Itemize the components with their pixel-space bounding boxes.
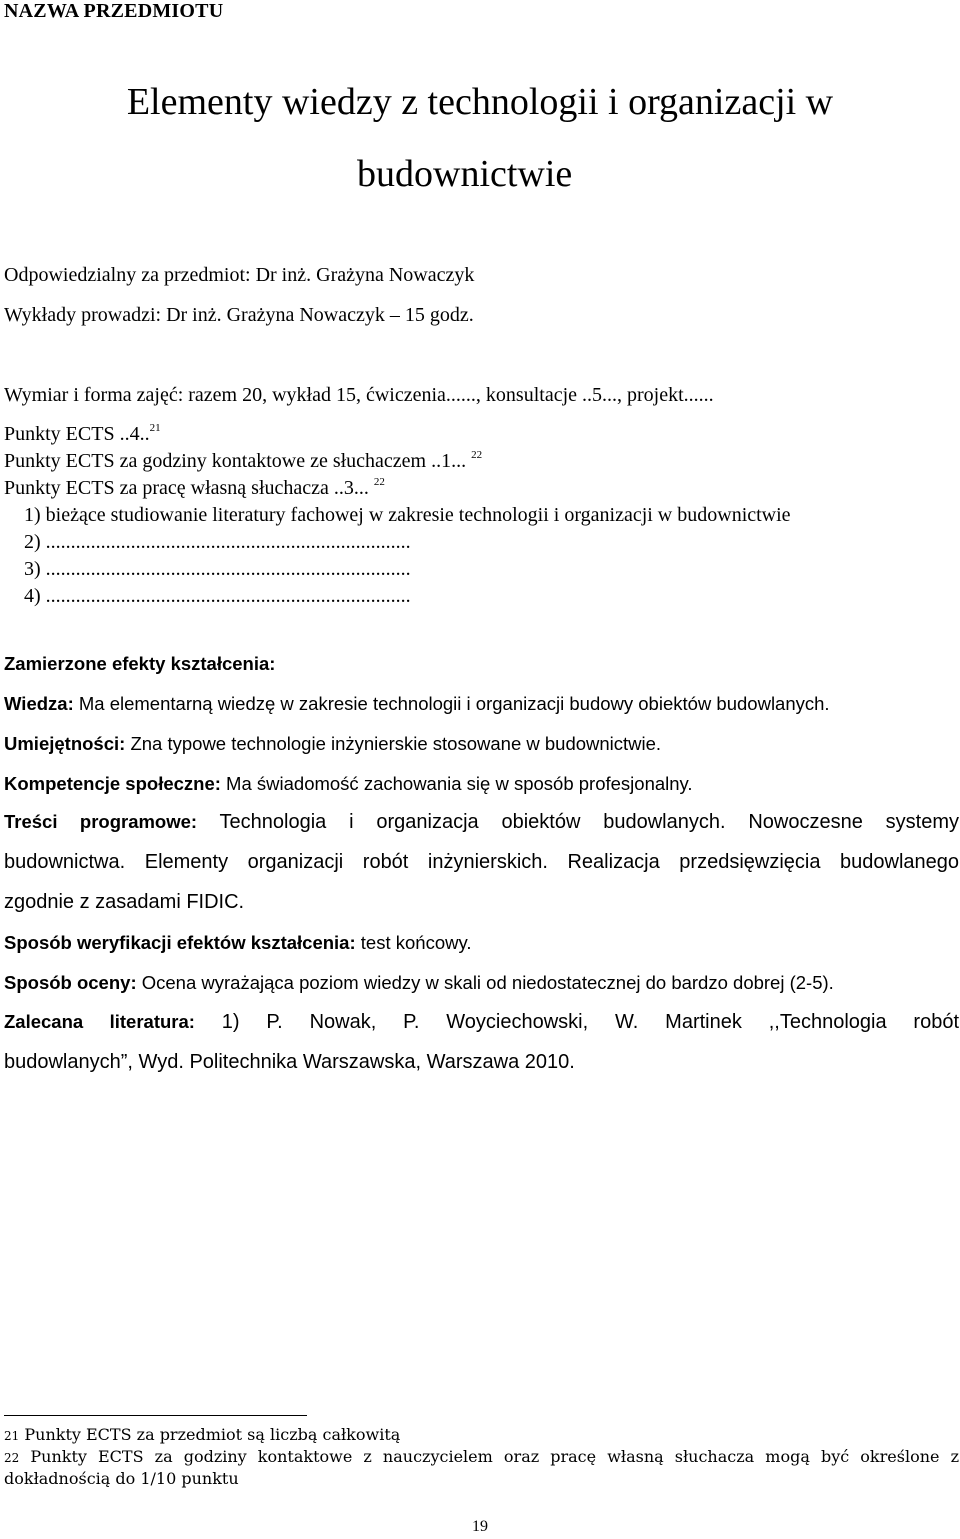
assessment-label: Sposób oceny:	[4, 972, 137, 993]
ects-contact	[4, 449, 482, 473]
knowledge-text: Ma elementarną wiedzę w zakresie technologii i organizacji budowy obiektów budowlanych.	[73, 693, 830, 714]
knowledge-outcome	[4, 692, 830, 716]
ects-total-text: Punkty ECTS ..4..	[4, 423, 150, 445]
responsible-person: Odpowiedzialny za przedmiot: Dr inż. Grażyna Nowaczyk	[4, 264, 475, 286]
assessment-method	[4, 971, 834, 995]
ects-contact-text: Punkty ECTS za godziny kontaktowe ze słuchaczem ..1...	[4, 450, 467, 472]
footnote-text: Punkty ECTS za godziny kontaktowe z nauczycielem oraz pracę własną słuchacza mogą być określone z	[19, 1447, 959, 1466]
content-line: budownictwa. Elementy organizacji robót inżynierskich. Realizacja przedsięwzięcia budowlanego	[4, 851, 959, 873]
ects-own-text: Punkty ECTS za pracę własną słuchacza ..3...	[4, 477, 369, 499]
outcomes-heading: Zamierzone efekty kształcenia:	[4, 653, 276, 674]
verification-text: test końcowy.	[355, 932, 472, 953]
literature-text: 1) P. Nowak, P. Woyciechowski, W. Martinek ,,Technologia robót	[194, 1011, 960, 1033]
lecturer-info: Wykłady prowadzi: Dr inż. Grażyna Nowaczyk – 15 godz.	[4, 304, 474, 326]
verification-label: Sposób weryfikacji efektów kształcenia:	[4, 932, 356, 953]
verification-method	[4, 931, 471, 955]
footnote-divider	[4, 1415, 307, 1416]
footnote-2-cont: dokładnością do 1/10 punktu	[4, 1469, 239, 1488]
skills-outcome	[4, 732, 661, 756]
literature-line: budowlanych”, Wyd. Politechnika Warszawska, Warszawa 2010.	[4, 1051, 575, 1073]
competences-text: Ma świadomość zachowania się w sposób profesjonalny.	[220, 773, 693, 794]
footnote-number: 22	[4, 1451, 20, 1465]
competences-label: Kompetencje społeczne:	[4, 773, 221, 794]
knowledge-label: Wiedza:	[4, 693, 74, 714]
literature-label: Zalecana literatura:	[4, 1011, 195, 1032]
course-title-line2: budownictwie	[357, 153, 573, 195]
content-line	[4, 811, 959, 834]
ects-own-work	[4, 476, 385, 500]
own-work-item: 4) .........................................................................	[24, 585, 411, 607]
skills-text: Zna typowe technologie inżynierskie stosowane w budownictwie.	[125, 733, 662, 754]
footnote-2	[4, 1447, 959, 1466]
footnote-ref: 22	[373, 476, 385, 488]
own-work-item: 3) .........................................................................	[24, 558, 411, 580]
footnote-text: Punkty ECTS za przedmiot są liczbą całkowitą	[19, 1425, 401, 1444]
literature-line	[4, 1011, 959, 1034]
footnote-ref: 22	[471, 449, 483, 461]
content-text: Technologia i organizacja obiektów budowlanych. Nowoczesne systemy	[197, 811, 960, 833]
competences-outcome	[4, 772, 693, 796]
class-scope: Wymiar i forma zajęć: razem 20, wykład 15, ćwiczenia......, konsultacje ..5..., projekt......	[4, 384, 714, 406]
content-label: Treści programowe:	[4, 811, 198, 832]
content-line: zgodnie z zasadami FIDIC.	[4, 891, 245, 913]
footnote-number: 21	[4, 1429, 20, 1443]
course-title-line1: Elementy wiedzy z technologii i organizacji w	[126, 81, 834, 123]
own-work-item: 1) bieżące studiowanie literatury fachowej w zakresie technologii i organizacji w budownictwie	[24, 504, 791, 526]
assessment-text: Ocena wyrażająca poziom wiedzy w skali od niedostatecznej do bardzo dobrej (2-5).	[136, 972, 834, 993]
own-work-item: 2) .........................................................................	[24, 531, 411, 553]
ects-total	[4, 422, 161, 446]
skills-label: Umiejętności:	[4, 733, 126, 754]
footnote-1	[4, 1425, 400, 1444]
page-number: 19	[472, 1518, 488, 1535]
footnote-ref: 21	[149, 422, 161, 434]
subject-name-header: NAZWA PRZEDMIOTU	[4, 0, 224, 22]
